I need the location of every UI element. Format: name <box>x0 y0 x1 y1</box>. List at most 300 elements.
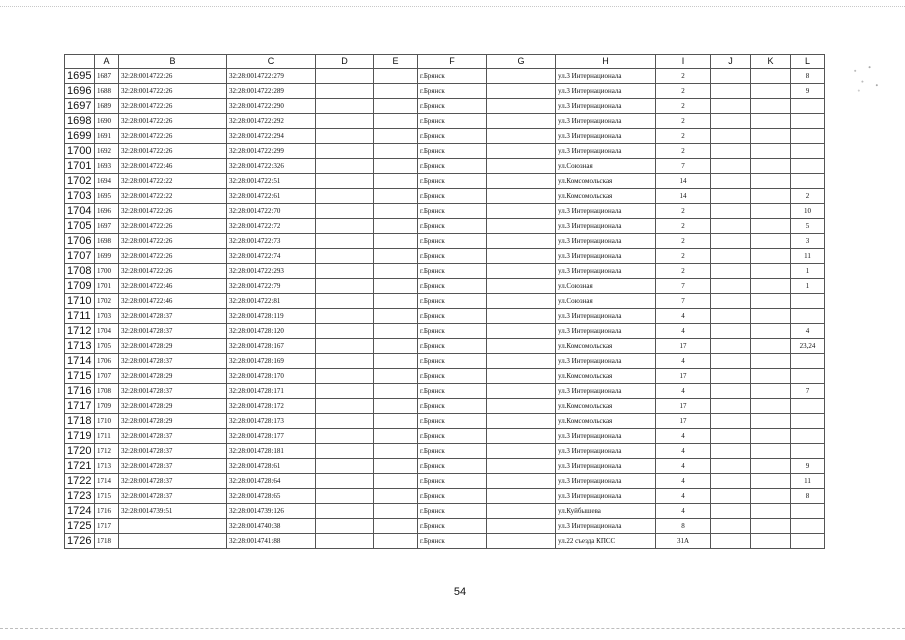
cell-a: 1701 <box>95 279 119 294</box>
cell-b: 32:28:0014728:37 <box>119 459 227 474</box>
cell-g <box>487 429 556 444</box>
cell-j <box>711 309 751 324</box>
cell-h: ул.3 Интернационала <box>556 444 656 459</box>
cell-c: 32:28:0014728:119 <box>227 309 316 324</box>
column-header-row <box>65 55 825 69</box>
cell-d <box>316 339 374 354</box>
cell-f: г.Брянск <box>418 114 487 129</box>
cell-a: 1705 <box>95 339 119 354</box>
row-number: 1706 <box>65 234 95 249</box>
cell-b: 32:28:0014728:37 <box>119 474 227 489</box>
column-header-j: J <box>711 55 751 69</box>
cell-d <box>316 384 374 399</box>
cell-b: 32:28:0014722:26 <box>119 219 227 234</box>
cell-j <box>711 129 751 144</box>
cell-c: 32:28:0014741:88 <box>227 534 316 549</box>
cell-h: ул.3 Интернационала <box>556 474 656 489</box>
cell-j <box>711 69 751 84</box>
cell-h: ул.3 Интернационала <box>556 354 656 369</box>
table-row <box>65 144 825 159</box>
cell-j <box>711 174 751 189</box>
cell-k <box>751 504 791 519</box>
cell-h: ул.22 съезда КПСС <box>556 534 656 549</box>
cell-g <box>487 324 556 339</box>
cell-b: 32:28:0014728:37 <box>119 489 227 504</box>
cell-i: 14 <box>656 189 711 204</box>
cell-b: 32:28:0014728:37 <box>119 324 227 339</box>
cell-j <box>711 234 751 249</box>
cell-g <box>487 159 556 174</box>
column-header-g: G <box>487 55 556 69</box>
row-number: 1726 <box>65 534 95 549</box>
cell-h: ул.3 Интернационала <box>556 429 656 444</box>
cell-a: 1700 <box>95 264 119 279</box>
cell-g <box>487 474 556 489</box>
cell-c: 32:28:0014728:170 <box>227 369 316 384</box>
table-row <box>65 474 825 489</box>
cell-c: 32:28:0014722:293 <box>227 264 316 279</box>
cell-d <box>316 204 374 219</box>
cell-i: 2 <box>656 99 711 114</box>
cell-e <box>374 294 418 309</box>
cell-e <box>374 489 418 504</box>
cell-c: 32:28:0014722:290 <box>227 99 316 114</box>
cell-j <box>711 294 751 309</box>
cell-a: 1689 <box>95 99 119 114</box>
cell-l <box>791 174 825 189</box>
row-number: 1709 <box>65 279 95 294</box>
cell-d <box>316 309 374 324</box>
cell-e <box>374 339 418 354</box>
row-number: 1723 <box>65 489 95 504</box>
cell-f: г.Брянск <box>418 384 487 399</box>
column-header-f: F <box>418 55 487 69</box>
cell-c: 32:28:0014722:61 <box>227 189 316 204</box>
cell-f: г.Брянск <box>418 174 487 189</box>
cell-b: 32:28:0014722:26 <box>119 129 227 144</box>
cell-h: ул.3 Интернационала <box>556 234 656 249</box>
cell-j <box>711 429 751 444</box>
cell-l <box>791 399 825 414</box>
cell-d <box>316 444 374 459</box>
cell-h: ул.Куйбышева <box>556 504 656 519</box>
cell-f: г.Брянск <box>418 399 487 414</box>
cell-g <box>487 309 556 324</box>
cell-l <box>791 294 825 309</box>
cell-f: г.Брянск <box>418 519 487 534</box>
row-number: 1711 <box>65 309 95 324</box>
cell-l: 8 <box>791 489 825 504</box>
cell-e <box>374 144 418 159</box>
cell-j <box>711 534 751 549</box>
row-number: 1721 <box>65 459 95 474</box>
row-number: 1716 <box>65 384 95 399</box>
table-row <box>65 414 825 429</box>
cell-b: 32:28:0014728:37 <box>119 354 227 369</box>
page-number: 54 <box>453 586 467 598</box>
table-row <box>65 459 825 474</box>
cell-d <box>316 114 374 129</box>
cell-e <box>374 219 418 234</box>
cell-e <box>374 309 418 324</box>
cell-f: г.Брянск <box>418 264 487 279</box>
row-number: 1698 <box>65 114 95 129</box>
cell-h: ул.3 Интернационала <box>556 264 656 279</box>
cell-a: 1711 <box>95 429 119 444</box>
cell-a: 1695 <box>95 189 119 204</box>
cell-g <box>487 69 556 84</box>
table-row <box>65 504 825 519</box>
cell-j <box>711 504 751 519</box>
cell-k <box>751 414 791 429</box>
row-number: 1699 <box>65 129 95 144</box>
cell-g <box>487 354 556 369</box>
cell-d <box>316 159 374 174</box>
cell-k <box>751 489 791 504</box>
cell-e <box>374 429 418 444</box>
column-header-a: A <box>95 55 119 69</box>
cell-c: 32:28:0014722:279 <box>227 69 316 84</box>
cell-i: 2 <box>656 249 711 264</box>
table-row <box>65 399 825 414</box>
table-row <box>65 489 825 504</box>
cell-c: 32:28:0014722:74 <box>227 249 316 264</box>
cell-c: 32:28:0014740:38 <box>227 519 316 534</box>
cell-l: 23,24 <box>791 339 825 354</box>
cell-g <box>487 504 556 519</box>
cell-e <box>374 234 418 249</box>
cell-h: ул.3 Интернационала <box>556 129 656 144</box>
cell-f: г.Брянск <box>418 144 487 159</box>
cell-c: 32:28:0014722:79 <box>227 279 316 294</box>
cell-a: 1688 <box>95 84 119 99</box>
cell-g <box>487 174 556 189</box>
cell-c: 32:28:0014728:172 <box>227 399 316 414</box>
cell-e <box>374 414 418 429</box>
cell-g <box>487 489 556 504</box>
cell-e <box>374 444 418 459</box>
cell-b: 32:28:0014722:26 <box>119 249 227 264</box>
cell-j <box>711 339 751 354</box>
cell-f: г.Брянск <box>418 429 487 444</box>
cell-g <box>487 219 556 234</box>
cell-a: 1702 <box>95 294 119 309</box>
cell-k <box>751 174 791 189</box>
cell-g <box>487 204 556 219</box>
cell-a: 1710 <box>95 414 119 429</box>
cell-a: 1707 <box>95 369 119 384</box>
cell-f: г.Брянск <box>418 294 487 309</box>
row-number: 1702 <box>65 174 95 189</box>
cell-e <box>374 159 418 174</box>
cell-f: г.Брянск <box>418 504 487 519</box>
row-number: 1697 <box>65 99 95 114</box>
column-header-e: E <box>374 55 418 69</box>
cell-h: ул.3 Интернационала <box>556 459 656 474</box>
cell-k <box>751 369 791 384</box>
scan-speckle <box>848 60 884 96</box>
cell-k <box>751 459 791 474</box>
cell-l: 9 <box>791 459 825 474</box>
cell-h: ул.Комсомольская <box>556 174 656 189</box>
row-number: 1722 <box>65 474 95 489</box>
cell-e <box>374 84 418 99</box>
cell-a: 1693 <box>95 159 119 174</box>
cell-l: 10 <box>791 204 825 219</box>
cell-j <box>711 84 751 99</box>
scan-edge-bottom <box>0 628 905 630</box>
cell-l: 1 <box>791 264 825 279</box>
table-row <box>65 324 825 339</box>
table-row <box>65 339 825 354</box>
table-row <box>65 279 825 294</box>
cell-i: 2 <box>656 114 711 129</box>
cell-i: 4 <box>656 459 711 474</box>
cell-e <box>374 459 418 474</box>
cell-d <box>316 489 374 504</box>
cell-b: 32:28:0014728:37 <box>119 384 227 399</box>
cell-h: ул.3 Интернационала <box>556 99 656 114</box>
cell-c: 32:28:0014722:81 <box>227 294 316 309</box>
cell-d <box>316 234 374 249</box>
cell-g <box>487 114 556 129</box>
cell-e <box>374 279 418 294</box>
cell-a: 1703 <box>95 309 119 324</box>
cell-e <box>374 399 418 414</box>
cell-d <box>316 414 374 429</box>
cell-f: г.Брянск <box>418 489 487 504</box>
cell-f: г.Брянск <box>418 444 487 459</box>
cell-i: 2 <box>656 204 711 219</box>
cell-g <box>487 84 556 99</box>
cell-c: 32:28:0014728:120 <box>227 324 316 339</box>
cell-k <box>751 99 791 114</box>
cell-h: ул.3 Интернационала <box>556 114 656 129</box>
cell-j <box>711 204 751 219</box>
row-number: 1719 <box>65 429 95 444</box>
cell-l: 7 <box>791 384 825 399</box>
cell-c: 32:28:0014722:326 <box>227 159 316 174</box>
cell-i: 4 <box>656 354 711 369</box>
table-row <box>65 159 825 174</box>
table-body <box>65 69 825 549</box>
cell-a: 1709 <box>95 399 119 414</box>
cell-k <box>751 159 791 174</box>
table-row <box>65 219 825 234</box>
spreadsheet-table <box>64 54 825 549</box>
cell-g <box>487 99 556 114</box>
cell-j <box>711 114 751 129</box>
table-row <box>65 294 825 309</box>
cell-l <box>791 144 825 159</box>
cell-d <box>316 279 374 294</box>
cell-h: ул.Комсомольская <box>556 399 656 414</box>
cell-h: ул.3 Интернационала <box>556 519 656 534</box>
cell-d <box>316 144 374 159</box>
table-row <box>65 309 825 324</box>
table-row <box>65 69 825 84</box>
cell-h: ул.Союзная <box>556 279 656 294</box>
cell-g <box>487 444 556 459</box>
cell-a: 1690 <box>95 114 119 129</box>
cell-f: г.Брянск <box>418 534 487 549</box>
cell-d <box>316 129 374 144</box>
cell-d <box>316 504 374 519</box>
cell-g <box>487 369 556 384</box>
table-row <box>65 519 825 534</box>
column-header-d: D <box>316 55 374 69</box>
cell-i: 2 <box>656 234 711 249</box>
cell-l <box>791 99 825 114</box>
cell-e <box>374 69 418 84</box>
cell-f: г.Брянск <box>418 414 487 429</box>
cell-j <box>711 489 751 504</box>
cell-g <box>487 519 556 534</box>
cell-l: 8 <box>791 69 825 84</box>
column-header-i: I <box>656 55 711 69</box>
row-number: 1720 <box>65 444 95 459</box>
cell-c: 32:28:0014739:126 <box>227 504 316 519</box>
cell-e <box>374 369 418 384</box>
cell-a: 1716 <box>95 504 119 519</box>
cell-j <box>711 159 751 174</box>
cell-i: 4 <box>656 384 711 399</box>
cell-h: ул.Комсомольская <box>556 369 656 384</box>
cell-k <box>751 519 791 534</box>
cell-l <box>791 159 825 174</box>
table-row <box>65 99 825 114</box>
row-number: 1724 <box>65 504 95 519</box>
cell-j <box>711 279 751 294</box>
cell-k <box>751 324 791 339</box>
cell-d <box>316 519 374 534</box>
column-header-b: B <box>119 55 227 69</box>
cell-g <box>487 189 556 204</box>
cell-k <box>751 384 791 399</box>
cell-f: г.Брянск <box>418 369 487 384</box>
cell-i: 4 <box>656 504 711 519</box>
cell-d <box>316 459 374 474</box>
cell-k <box>751 309 791 324</box>
cell-e <box>374 174 418 189</box>
cell-j <box>711 474 751 489</box>
cell-e <box>374 129 418 144</box>
cell-h: ул.Союзная <box>556 294 656 309</box>
cell-h: ул.3 Интернационала <box>556 489 656 504</box>
cell-h: ул.3 Интернационала <box>556 309 656 324</box>
cell-c: 32:28:0014722:70 <box>227 204 316 219</box>
row-number: 1725 <box>65 519 95 534</box>
cell-c: 32:28:0014722:289 <box>227 84 316 99</box>
row-number: 1717 <box>65 399 95 414</box>
cell-l: 2 <box>791 189 825 204</box>
cell-l <box>791 414 825 429</box>
cell-b: 32:28:0014722:26 <box>119 69 227 84</box>
cell-b: 32:28:0014722:26 <box>119 99 227 114</box>
cell-c: 32:28:0014728:65 <box>227 489 316 504</box>
cell-b: 32:28:0014722:26 <box>119 264 227 279</box>
column-header-k: K <box>751 55 791 69</box>
cell-b: 32:28:0014728:29 <box>119 369 227 384</box>
cell-k <box>751 399 791 414</box>
table-row <box>65 354 825 369</box>
cell-k <box>751 234 791 249</box>
cell-j <box>711 189 751 204</box>
cell-f: г.Брянск <box>418 339 487 354</box>
cell-g <box>487 234 556 249</box>
cell-e <box>374 354 418 369</box>
cell-k <box>751 189 791 204</box>
cell-c: 32:28:0014728:167 <box>227 339 316 354</box>
cell-f: г.Брянск <box>418 279 487 294</box>
cell-b <box>119 534 227 549</box>
cell-d <box>316 429 374 444</box>
cell-a: 1715 <box>95 489 119 504</box>
cell-a: 1687 <box>95 69 119 84</box>
cell-d <box>316 354 374 369</box>
row-number: 1708 <box>65 264 95 279</box>
cell-a: 1699 <box>95 249 119 264</box>
cell-f: г.Брянск <box>418 204 487 219</box>
cell-i: 17 <box>656 369 711 384</box>
cell-f: г.Брянск <box>418 309 487 324</box>
cell-l <box>791 504 825 519</box>
table-row <box>65 264 825 279</box>
cell-c: 32:28:0014722:299 <box>227 144 316 159</box>
table-row <box>65 129 825 144</box>
cell-i: 7 <box>656 159 711 174</box>
scan-edge-top <box>0 0 905 7</box>
row-number: 1707 <box>65 249 95 264</box>
cell-l <box>791 129 825 144</box>
row-number: 1696 <box>65 84 95 99</box>
cell-h: ул.3 Интернационала <box>556 324 656 339</box>
cell-i: 2 <box>656 264 711 279</box>
cell-e <box>374 534 418 549</box>
cell-g <box>487 534 556 549</box>
cell-c: 32:28:0014722:72 <box>227 219 316 234</box>
cell-f: г.Брянск <box>418 99 487 114</box>
cell-f: г.Брянск <box>418 354 487 369</box>
cell-a: 1712 <box>95 444 119 459</box>
cell-f: г.Брянск <box>418 159 487 174</box>
cell-f: г.Брянск <box>418 84 487 99</box>
row-number: 1714 <box>65 354 95 369</box>
cell-b: 32:28:0014722:46 <box>119 279 227 294</box>
cell-b: 32:28:0014728:29 <box>119 399 227 414</box>
cell-k <box>751 69 791 84</box>
cell-l <box>791 534 825 549</box>
cell-i: 14 <box>656 174 711 189</box>
cell-c: 32:28:0014728:181 <box>227 444 316 459</box>
cell-j <box>711 219 751 234</box>
cell-l: 5 <box>791 219 825 234</box>
cell-b: 32:28:0014739:51 <box>119 504 227 519</box>
cell-l <box>791 354 825 369</box>
cell-h: ул.Комсомольская <box>556 339 656 354</box>
cell-j <box>711 414 751 429</box>
cell-j <box>711 264 751 279</box>
cell-b <box>119 519 227 534</box>
cell-a: 1717 <box>95 519 119 534</box>
cell-b: 32:28:0014722:26 <box>119 144 227 159</box>
cell-f: г.Брянск <box>418 219 487 234</box>
cell-i: 17 <box>656 414 711 429</box>
cell-g <box>487 459 556 474</box>
cell-g <box>487 294 556 309</box>
cell-l: 11 <box>791 249 825 264</box>
cell-k <box>751 264 791 279</box>
